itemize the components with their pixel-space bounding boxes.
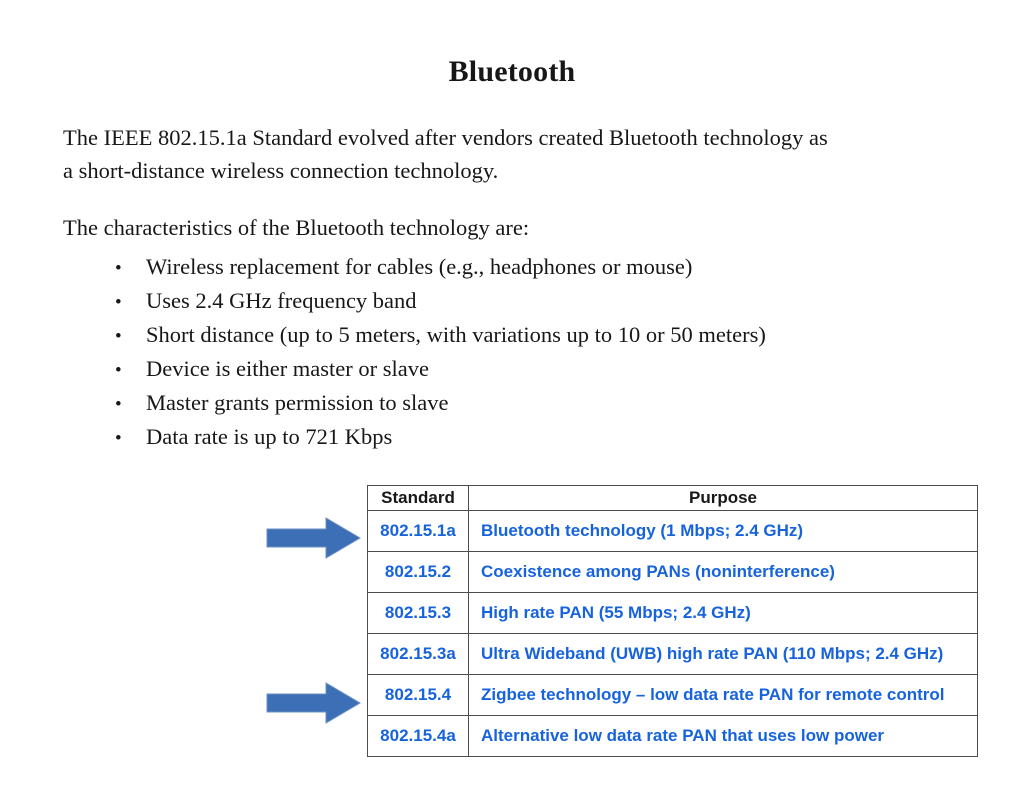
list-item <box>63 284 766 318</box>
standard-cell: 802.15.1a <box>368 511 469 552</box>
bullet-icon: • <box>115 394 122 415</box>
bullet-icon: • <box>115 360 122 381</box>
standards-table <box>367 485 978 757</box>
bullet-icon: • <box>115 326 122 347</box>
list-item-text: Uses 2.4 GHz frequency band <box>146 288 417 313</box>
standard-cell: 802.15.3 <box>368 593 469 634</box>
purpose-cell: Coexistence among PANs (noninterference) <box>469 552 978 593</box>
purpose-cell: Bluetooth technology (1 Mbps; 2.4 GHz) <box>469 511 978 552</box>
list-item <box>63 352 766 386</box>
list-item-text: Device is either master or slave <box>146 356 430 381</box>
table-row <box>368 511 978 552</box>
list-item-text: Wireless replacement for cables (e.g., headphones or mouse) <box>146 254 693 279</box>
table-row <box>368 675 978 716</box>
intro-line-1: The IEEE 802.15.1a Standard evolved after vendors created Bluetooth technology as <box>63 125 828 150</box>
table-row <box>368 552 978 593</box>
arrow-right-icon <box>266 515 361 561</box>
list-item <box>63 420 766 454</box>
standard-cell: 802.15.4 <box>368 675 469 716</box>
standard-cell: 802.15.3a <box>368 634 469 675</box>
list-item-text: Short distance (up to 5 meters, with variations up to 10 or 50 meters) <box>146 322 766 347</box>
column-header-purpose: Purpose <box>469 486 978 511</box>
purpose-cell: Zigbee technology – low data rate PAN for remote control <box>469 675 978 716</box>
intro-paragraph <box>63 121 828 187</box>
table-row <box>368 716 978 757</box>
standard-cell: 802.15.2 <box>368 552 469 593</box>
column-header-standard: Standard <box>368 486 469 511</box>
table-header-row <box>368 486 978 511</box>
bullet-icon: • <box>115 292 122 313</box>
list-item <box>63 386 766 420</box>
bullet-icon: • <box>115 258 122 279</box>
list-item-text: Data rate is up to 721 Kbps <box>146 424 393 449</box>
characteristics-heading: The characteristics of the Bluetooth technology are: <box>63 215 530 240</box>
bullet-icon: • <box>115 428 122 449</box>
characteristics-list <box>63 250 766 454</box>
list-item <box>63 250 766 284</box>
page-title: Bluetooth <box>448 55 576 88</box>
list-item <box>63 318 766 352</box>
purpose-cell: High rate PAN (55 Mbps; 2.4 GHz) <box>469 593 978 634</box>
table-row <box>368 634 978 675</box>
purpose-cell: Alternative low data rate PAN that uses low power <box>469 716 978 757</box>
list-item-text: Master grants permission to slave <box>146 390 449 415</box>
table-row <box>368 593 978 634</box>
standard-cell: 802.15.4a <box>368 716 469 757</box>
purpose-cell: Ultra Wideband (UWB) high rate PAN (110 Mbps; 2.4 GHz) <box>469 634 978 675</box>
intro-line-2: a short-distance wireless connection technology. <box>63 158 499 183</box>
arrow-right-icon <box>266 680 361 726</box>
